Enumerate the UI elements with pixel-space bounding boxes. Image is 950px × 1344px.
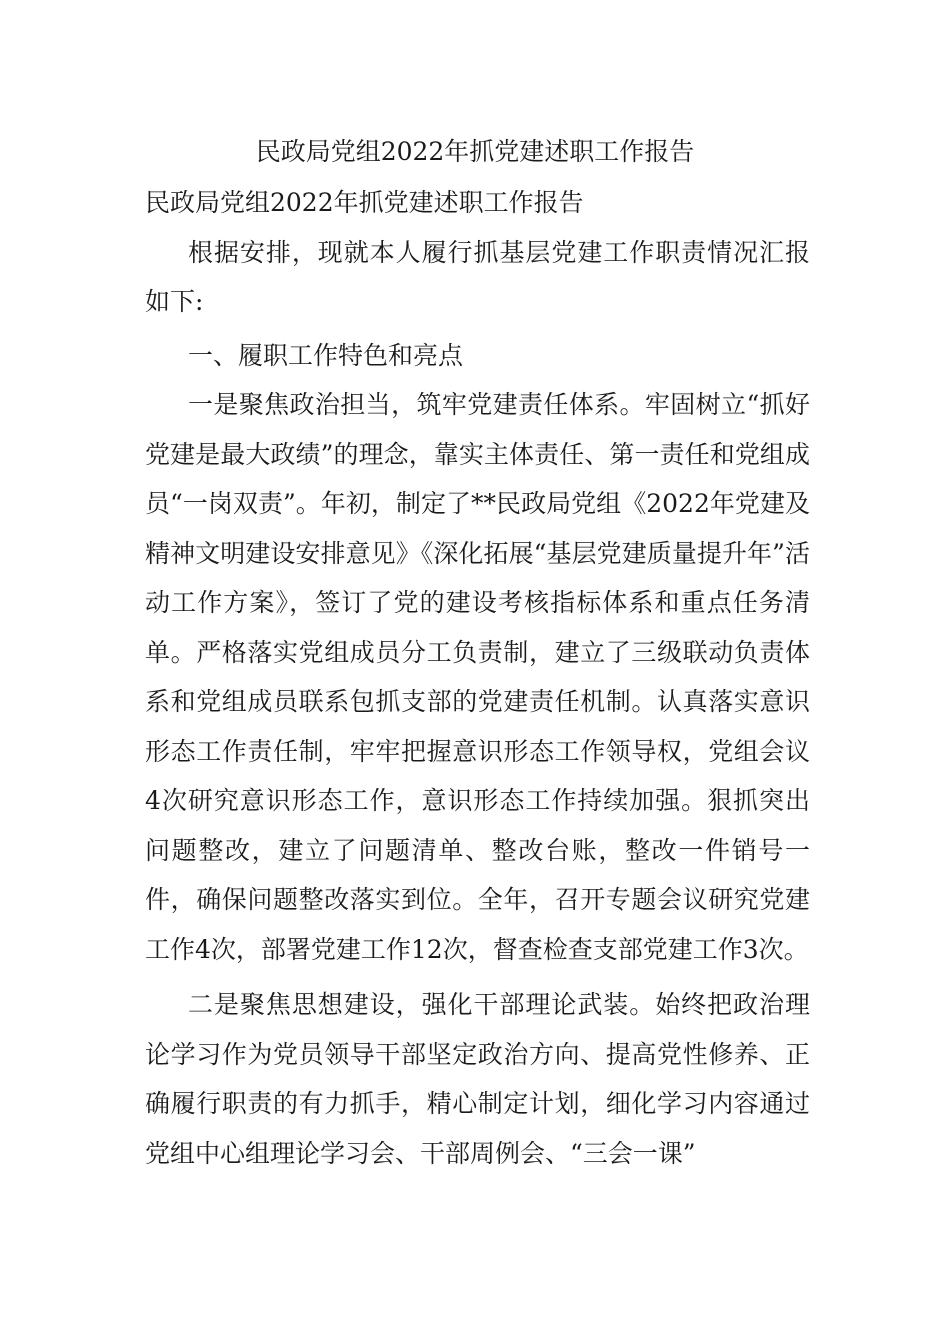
- document-subtitle: 民政局党组2022年抓党建述职工作报告: [145, 188, 584, 217]
- body-paragraph-1: 一是聚焦政治担当，筑牢党建责任体系。牢固树立“抓好党建是最大政绩”的理念，靠实主体责任、第一责任和党组成员“一岗双责”。年初，制定了**民政局党组《2022年党建及精神文明建设安排意见》《深化拓展“基层党建质量提升年”活动工作方案》，签订了党的建设考核指标体系和重点任务清单。严格落实党组成员分工负责制，建立了三级联动负责体系和党组成员联系包抓支部的党建责任机制。认真落实意识形态工作责任制，牢牢把握意识形态工作领导权，党组会议4次研究意识形态工作，意识形态工作持续加强。狠抓突出问题整改，建立了问题清单、整改台账，整改一件销号一件，确保问题整改落实到位。全年，召开专题会议研究党建工作4次，部署党建工作12次，督查检查支部党建工作3次。: [145, 390, 810, 964]
- document-body: [145, 178, 810, 1178]
- intro-paragraph: 根据安排，现就本人履行抓基层党建工作职责情况汇报如下:: [145, 237, 810, 316]
- section-heading: 一、履职工作特色和亮点: [188, 340, 464, 370]
- body-paragraph-2: 二是聚焦思想建设，强化干部理论武装。始终把政治理论学习作为党员领导干部坚定政治方向、提高党性修养、正确履行职责的有力抓手，精心制定计划，细化学习内容通过党组中心组理论学习会、干部周例会、“三会一课”: [145, 990, 810, 1168]
- document-title: 民政局党组2022年抓党建述职工作报告: [255, 137, 695, 166]
